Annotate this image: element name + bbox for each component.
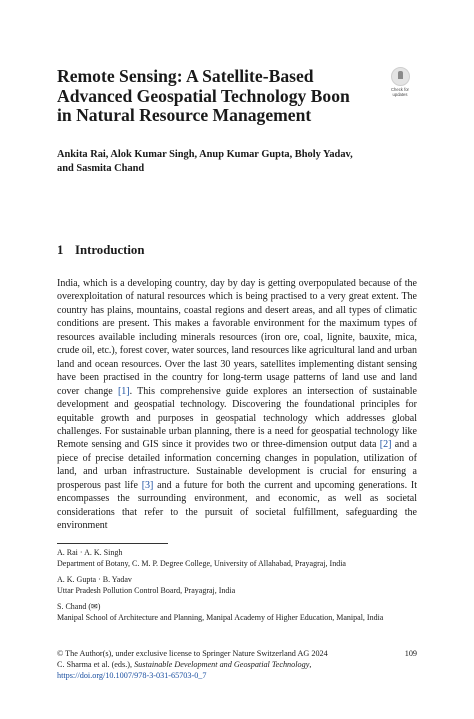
- affiliation-1-dept: Department of Botany, C. M. P. Degree College, University of Allahabad, Prayagraj, India: [57, 558, 346, 568]
- copyright-line: © The Author(s), under exclusive license to Springer Nature Switzerland AG 2024: [57, 649, 328, 658]
- check-for-updates-line1: Check for: [391, 87, 409, 92]
- editors-prefix: C. Sharma et al. (eds.),: [57, 659, 135, 669]
- citation-link-2[interactable]: [2]: [379, 439, 392, 451]
- body-text-part-3: and a piece of precise detailed information concerning changes in population, utilization of land, and urban infrastructure. Sustainable development is crucial for ensuring a prosperous past life: [57, 439, 417, 491]
- affiliation-3-names-close: ): [97, 602, 101, 611]
- author-line-2: and Sasmita Chand: [57, 163, 145, 174]
- check-for-updates-line2: updates: [392, 92, 408, 97]
- author-list: [57, 148, 397, 176]
- check-for-updates-badge[interactable]: [385, 67, 415, 101]
- doi-line: [57, 671, 387, 682]
- doi-link[interactable]: https://doi.org/10.1007/978-3-031-65703-0_7: [57, 670, 207, 680]
- section-number: 1: [57, 243, 64, 257]
- citation-link-1[interactable]: [1]: [117, 385, 130, 397]
- affiliation-1-names: A. Rai · A. K. Singh: [57, 548, 123, 557]
- body-text-part-1: India, which is a developing country, day by day is getting overpopulated because of the overexploitation of natural resources which is being practised to a very great extent. The country has plains, mountains, coastal regions and desert areas, and all types of climatic conditions are present. This makes a favorable environment for the maximum types of resources available including minerals resources (iron ore, coal, lignite, bauxite, mica, crude oil, etc.), forest cover, water sources, land resources like agricultural land and urban land and ocean resources. Over the last 30 years, satellites implementing distant sensing have been practised in the country for long-term usage patterns of land use and land cover change: [57, 278, 418, 397]
- author-line-1: Ankita Rai, Alok Kumar Singh, Anup Kumar Gupta, Bholy Yadav,: [57, 149, 353, 160]
- affiliation-1: [57, 548, 417, 569]
- body-paragraph: [57, 277, 417, 533]
- page-number: 109: [404, 649, 417, 658]
- check-for-updates-icon: [391, 67, 410, 86]
- check-for-updates-label: [385, 87, 415, 97]
- body-text-part-4: and a future for both the current and upcoming generations. It encompasses the surrounding environment, and economic, as well as societal considerations that refer to the pursuit of societal fulfillment, safeguarding the environment: [57, 479, 417, 532]
- affiliation-3-names: S. Chand (: [57, 602, 91, 611]
- section-heading: [57, 243, 144, 258]
- affiliation-2-names: A. K. Gupta · B. Yadav: [57, 575, 132, 584]
- editors-line: [57, 660, 387, 671]
- affiliation-3: [57, 602, 417, 623]
- body-text-part-2: . This comprehensive guide explores an intersection of sustainable development and geospatial technology. Discovering the foundational principles for equitable growth and purposes in geospatial technology which addresses global challenges. For sustainable urban planning, there is a need for geospatial technology like Remote sensing and GIS since it provides two or three-dimension output data: [57, 385, 417, 451]
- affiliation-2: [57, 575, 417, 596]
- citation-link-3[interactable]: [3]: [141, 479, 154, 491]
- paper-title: Remote Sensing: A Satellite-Based Advanced Geospatial Technology Boon in Natural Resource Management: [57, 66, 350, 125]
- footnote-divider: [57, 543, 168, 544]
- affiliation-2-dept: Uttar Pradesh Pollution Control Board, Prayagraj, India: [57, 585, 236, 595]
- affiliation-3-dept: Manipal School of Architecture and Planning, Manipal Academy of Higher Education, Manipal, India: [57, 612, 384, 622]
- envelope-icon[interactable]: ✉: [91, 602, 98, 611]
- section-title: Introduction: [75, 243, 145, 257]
- affiliation-3-names-line: [57, 602, 417, 613]
- editors-suffix: ,: [309, 659, 312, 669]
- book-title: Sustainable Development and Geospatial Technology: [134, 659, 310, 669]
- copyright-block: [57, 649, 387, 681]
